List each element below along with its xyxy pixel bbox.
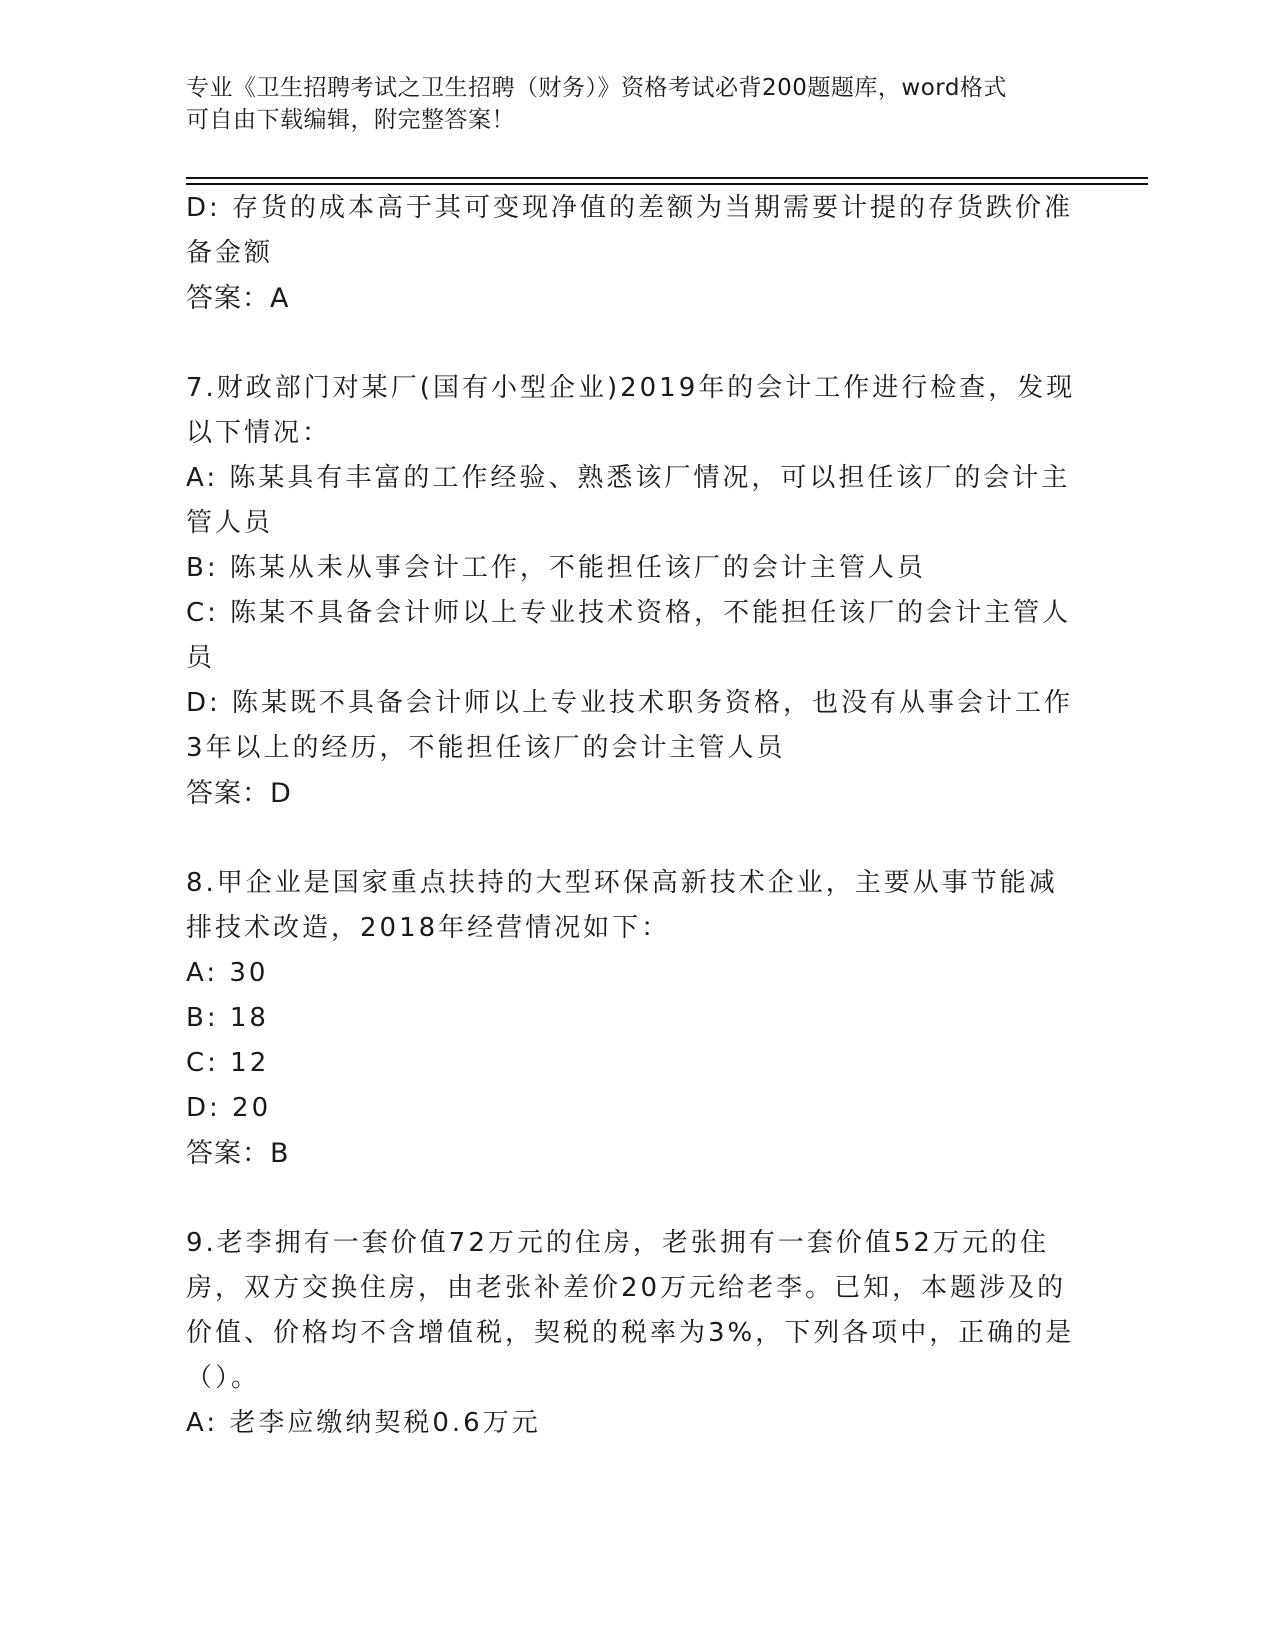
header-rule-bottom [186, 183, 1148, 185]
q9-option-a: A: 老李应缴纳契税0.6万元 [186, 1408, 541, 1438]
prev-option-d-line-2: 备金额 [186, 238, 274, 268]
q7-option-c-line-1: C: 陈某不具备会计师以上专业技术资格，不能担任该厂的会计主管人 [186, 598, 1072, 628]
prev-option-d-line-1: D: 存货的成本高于其可变现净值的差额为当期需要计提的存货跌价准 [186, 193, 1074, 223]
q7-option-d-line-1: D: 陈某既不具备会计师以上专业技术职务资格，也没有从事会计工作 [186, 688, 1074, 718]
header-line-2: 可自由下载编辑，附完整答案！ [186, 107, 515, 133]
q7-option-d-line-2: 3年以上的经历，不能担任该厂的会计主管人员 [186, 733, 786, 763]
question-content [186, 186, 1086, 1446]
q9-stem-line-4: （）。 [186, 1363, 261, 1393]
document-header [186, 72, 1066, 136]
prev-answer: 答案：A [186, 283, 290, 314]
q7-option-a-line-2: 管人员 [186, 508, 274, 538]
q8-stem-line-2: 排技术改造，2018年经营情况如下： [186, 913, 671, 943]
q8-stem-line-1: 8.甲企业是国家重点扶持的大型环保高新技术企业，主要从事节能减 [186, 868, 1058, 898]
q8-option-d: D: 20 [186, 1093, 272, 1123]
q7-option-b: B: 陈某从未从事会计工作，不能担任该厂的会计主管人员 [186, 553, 926, 583]
spacer [186, 816, 1086, 861]
q9-stem-line-1: 9.老李拥有一套价值72万元的住房，老张拥有一套价值52万元的住 [186, 1228, 1049, 1258]
q7-option-a-line-1: A: 陈某具有丰富的工作经验、熟悉该厂情况，可以担任该厂的会计主 [186, 463, 1071, 493]
q7-stem-line-2: 以下情况： [186, 418, 332, 448]
q7-option-c-line-2: 员 [186, 643, 216, 673]
spacer [186, 1176, 1086, 1221]
q8-option-b: B: 18 [186, 1003, 269, 1033]
q8-answer: 答案：B [186, 1138, 290, 1169]
q9-stem-line-3: 价值、价格均不含增值税，契税的税率为3%，下列各项中，正确的是 [186, 1318, 1075, 1348]
q7-stem-line-1: 7.财政部门对某厂(国有小型企业)2019年的会计工作进行检查，发现 [186, 373, 1076, 403]
q9-stem-line-2: 房，双方交换住房，由老张补差价20万元给老李。已知，本题涉及的 [186, 1273, 1067, 1303]
spacer [186, 321, 1086, 366]
q8-option-a: A: 30 [186, 958, 269, 988]
q7-answer: 答案：D [186, 778, 292, 809]
header-rule-top [186, 177, 1148, 179]
q8-option-c: C: 12 [186, 1048, 270, 1078]
header-line-1: 专业《卫生招聘考试之卫生招聘（财务）》资格考试必背200题题库，word格式 [186, 75, 1007, 101]
